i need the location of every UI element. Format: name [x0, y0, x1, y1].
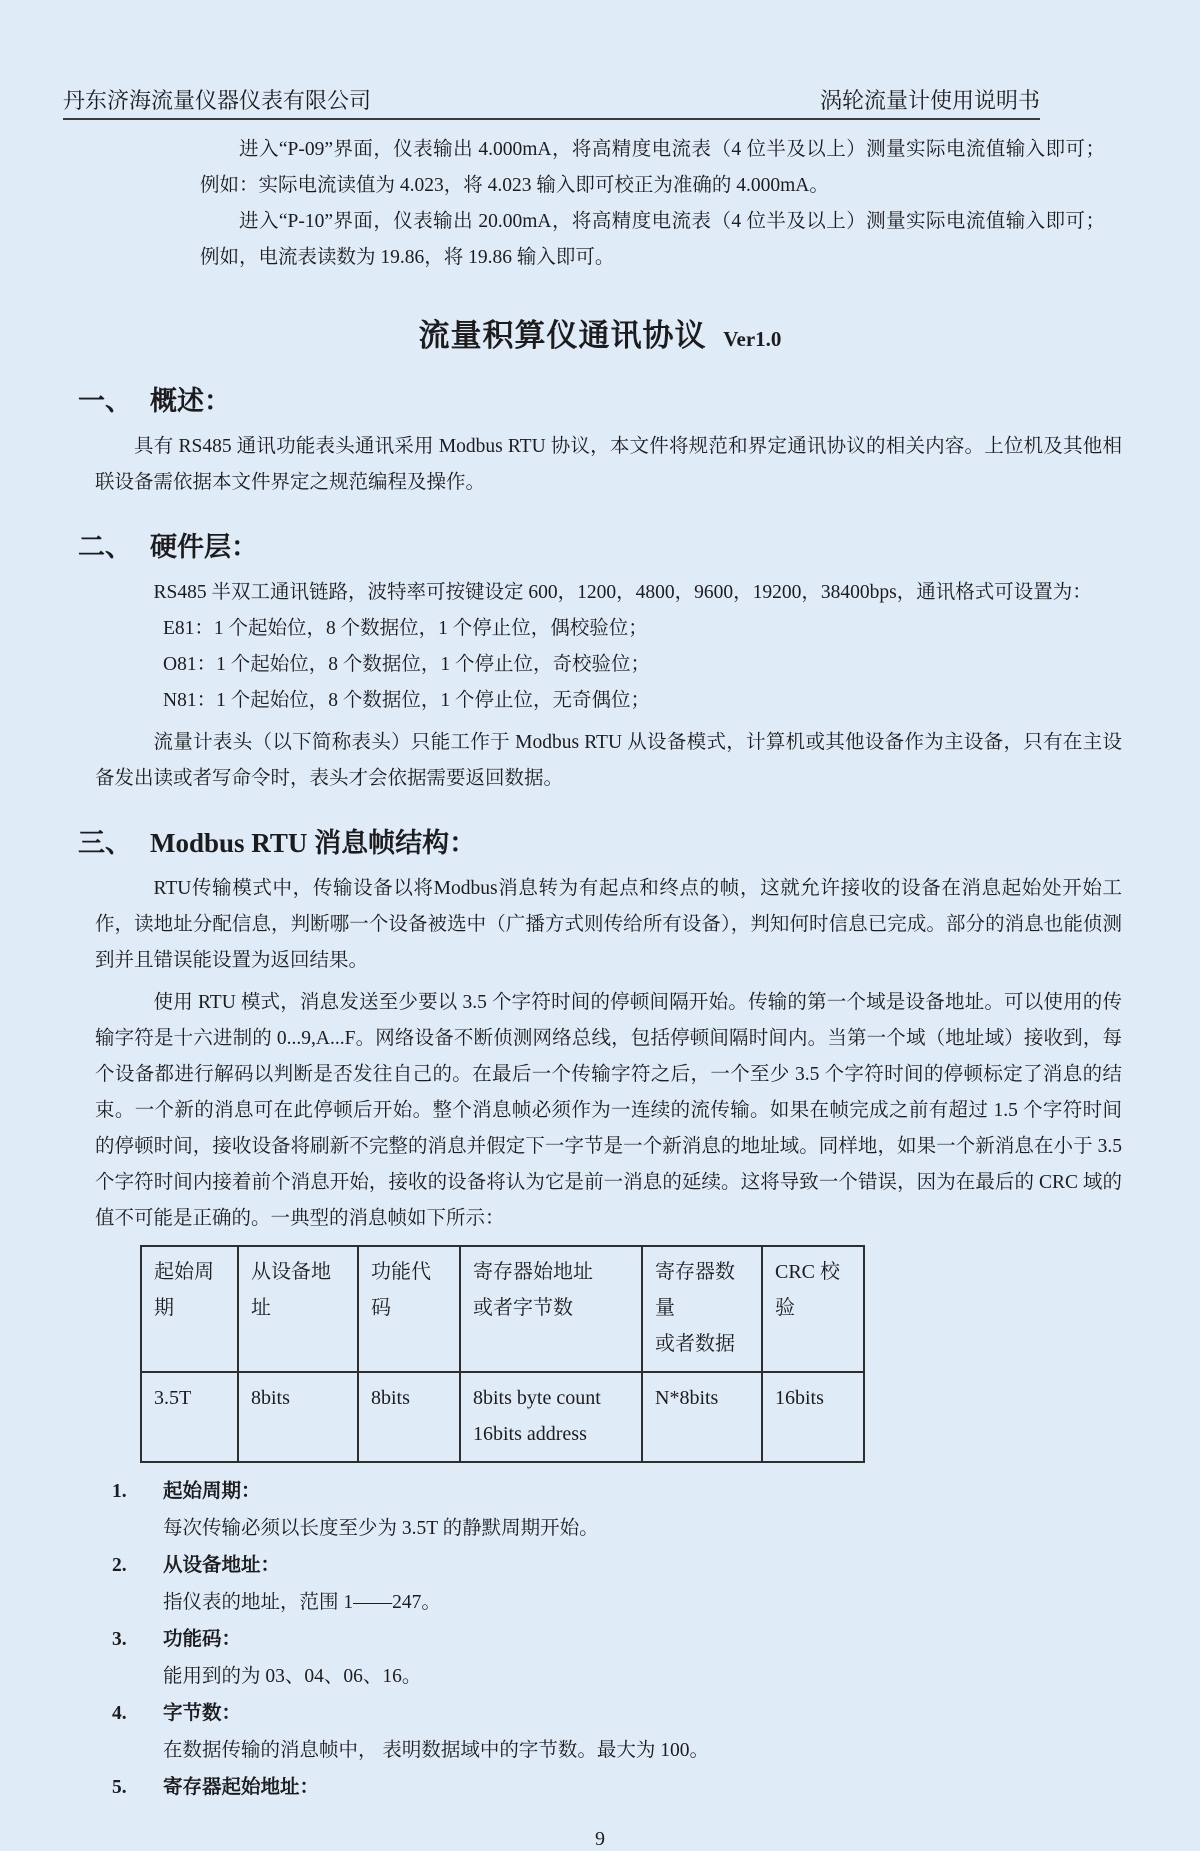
list-item-description: 每次传输必须以长度至少为 3.5T 的静默周期开始。: [163, 1518, 599, 1539]
document-title-version: Ver1.0: [723, 327, 782, 351]
header-cell-line: 寄存器数量: [655, 1261, 735, 1319]
table-data-cell: [141, 1372, 238, 1462]
data-cell-line: N*8bits: [655, 1387, 719, 1409]
intro-block: [200, 132, 1105, 276]
section-title: 硬件层：: [150, 532, 258, 562]
list-item-title: 寄存器起始地址：: [163, 1777, 320, 1798]
paragraph: RS485 半双工通讯链路，波特率可按键设定 600，1200，4800，9600，19200，38400bps，通讯格式可设置为：: [153, 582, 1092, 603]
list-item: [112, 1621, 1122, 1658]
table-data-cell: [358, 1372, 460, 1462]
list-item-title: 功能码：: [163, 1629, 242, 1650]
definition-list: [112, 1473, 1122, 1806]
list-item-number: 3.: [112, 1629, 127, 1650]
list-item: [112, 1769, 1122, 1806]
list-item-number: 2.: [112, 1555, 127, 1576]
header-company-name: 丹东济海流量仪器仪表有限公司: [63, 88, 372, 113]
list-item-title: 起始周期：: [163, 1481, 261, 1502]
list-item-title: 字节数：: [163, 1703, 242, 1724]
table-header-cell: [238, 1246, 358, 1372]
section-number: 一、: [78, 386, 132, 416]
table-data-cell: [762, 1372, 864, 1462]
table-header-cell: [460, 1246, 642, 1372]
header-cell-line: 功能代码: [371, 1261, 431, 1319]
data-cell-line: 3.5T: [154, 1387, 192, 1409]
paragraph: RTU传输模式中，传输设备以将Modbus消息转为有起点和终点的帧，这就允许接收的设备在消息起始处开始工作，读地址分配信息，判断哪一个设备被选中（广播方式则传给所有设备），判知何时信息已完成。部分的消息也能侦测到并且错误能设置为返回结果。: [95, 878, 1122, 971]
list-item-title: 从设备地址：: [163, 1555, 281, 1576]
header-doc-title: 涡轮流量计使用说明书: [819, 88, 1040, 113]
format-line-n81: N81：1 个起始位，8 个数据位，1 个停止位，无奇偶位；: [163, 690, 650, 711]
paragraph: 流量计表头（以下简称表头）只能工作于 Modbus RTU 从设备模式，计算机或其他设备作为主设备，只有在主设备发出读或者写命令时，表头才会依据需要返回数据。: [95, 732, 1122, 789]
section-heading-hardware-layer: [78, 525, 1200, 569]
intro-paragraph-1: 进入“P-09”界面，仪表输出 4.000mA，将高精度电流表（4 位半及以上）测量实际电流值输入即可；例如：实际电流读值为 4.023，将 4.023 输入即可校正为准确的 4.000mA。: [200, 139, 1105, 196]
paragraph: 使用 RTU 模式，消息发送至少要以 3.5 个字符时间的停顿间隔开始。传输的第一个域是设备地址。可以使用的传输字符是十六进制的 0...9,A...F。网络设备不断侦测网络总线，包括停顿间隔时间内。当第一个域（地址域）接收到，每个设备都进行解码以判断是否发往自己的。在最后一个传输字符之后，一个至少 3.5 个字符时间的停顿标定了消息的结束。一个新的消息可在此停顿后开始。整个消息帧必须作为一连续的流传输。如果在帧完成之前有超过 1.5 个字符时间的停顿时间，接收设备将刷新不完整的消息并假定下一字节是一个新消息的地址域。同样地，如果一个新消息在小于 3.5 个字符时间内接着前个消息开始，接收的设备将认为它是前一消息的延续。这将导致一个错误，因为在最后的 CRC 域的值不可能是正确的。一典型的消息帧如下所示：: [95, 992, 1122, 1229]
section-title: 概述：: [150, 386, 231, 416]
table-header-cell: [141, 1246, 238, 1372]
list-item-description: 能用到的为 03、04、06、16。: [163, 1666, 422, 1687]
data-cell-line: 8bits: [251, 1387, 290, 1409]
header-cell-line: 或者字节数: [473, 1297, 573, 1319]
data-cell-line: 8bits byte count: [473, 1387, 601, 1409]
list-item-number: 1.: [112, 1481, 127, 1502]
section-number: 三、: [78, 828, 132, 858]
section-title: Modbus RTU 消息帧结构：: [150, 828, 477, 858]
table-header-cell: [358, 1246, 460, 1372]
list-item-description: 在数据传输的消息帧中， 表明数据域中的字节数。最大为 100。: [163, 1740, 710, 1761]
header-cell-line: CRC 校验: [775, 1261, 841, 1319]
intro-paragraph-2: 进入“P-10”界面，仪表输出 20.00mA，将高精度电流表（4 位半及以上）测量实际电流值输入即可；例如，电流表读数为 19.86，将 19.86 输入即可。: [200, 211, 1105, 268]
page-header: [63, 84, 1040, 120]
format-line-e81: E81：1 个起始位，8 个数据位，1 个停止位，偶校验位；: [163, 618, 648, 639]
modbus-frame-table: [140, 1245, 865, 1463]
list-item-number: 4.: [112, 1703, 127, 1724]
page-number: 9: [595, 1828, 605, 1850]
section-heading-modbus-frame: [78, 821, 1200, 865]
list-item: [112, 1695, 1122, 1732]
header-cell-line: 起始周期: [154, 1261, 214, 1319]
data-cell-line: 16bits: [775, 1387, 824, 1409]
data-cell-line: 16bits address: [473, 1423, 587, 1445]
table-data-row: [141, 1372, 864, 1462]
section-number: 二、: [78, 532, 132, 562]
table-data-cell: [460, 1372, 642, 1462]
table-data-cell: [642, 1372, 762, 1462]
document-page: [0, 84, 1200, 1850]
list-item: [112, 1473, 1122, 1510]
table-header-cell: [642, 1246, 762, 1372]
document-title: [0, 310, 1200, 355]
format-line-o81: O81：1 个起始位，8 个数据位，1 个停止位，奇校验位；: [163, 654, 650, 675]
list-item-description: 指仪表的地址，范围 1——247。: [163, 1592, 441, 1613]
data-cell-line: 8bits: [371, 1387, 410, 1409]
header-cell-line: 寄存器始地址: [473, 1261, 593, 1283]
list-item: [112, 1547, 1122, 1584]
header-cell-line: 或者数据: [655, 1333, 735, 1355]
document-title-text: 流量积算仪通讯协议: [418, 318, 707, 353]
header-cell-line: 从设备地址: [251, 1261, 331, 1319]
table-header-row: [141, 1246, 864, 1372]
list-item-number: 5.: [112, 1777, 127, 1798]
section-heading-overview: [78, 379, 1200, 423]
table-header-cell: [762, 1246, 864, 1372]
table-data-cell: [238, 1372, 358, 1462]
paragraph: 具有 RS485 通讯功能表头通讯采用 Modbus RTU 协议，本文件将规范和界定通讯协议的相关内容。上位机及其他相联设备需依据本文件界定之规范编程及操作。: [95, 436, 1122, 493]
